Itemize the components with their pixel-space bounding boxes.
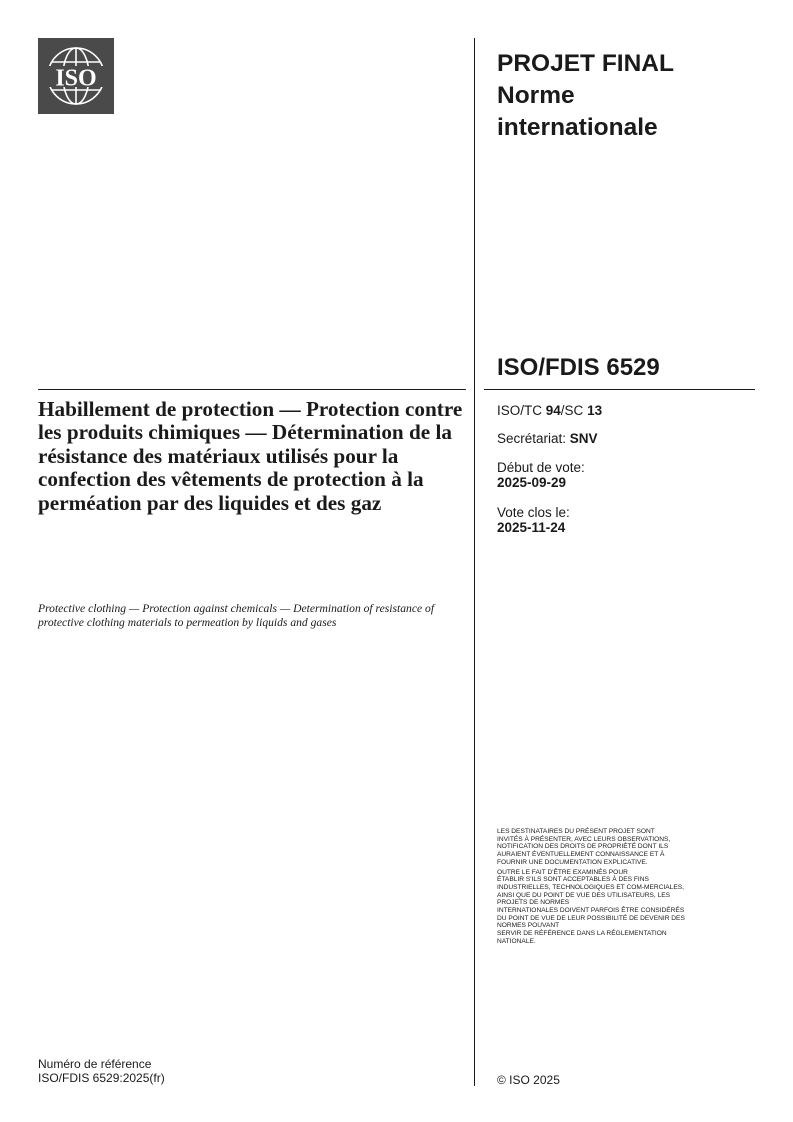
- notice-line: SERVIR DE RÉFÉRENCE DANS LA RÉGLEMENTATION: [497, 930, 667, 938]
- notice-paragraph-2: [497, 869, 759, 946]
- title-english: Protective clothing — Protection against chemicals — Determination of resistance of protective clothing materials to permeation by liquids and gases: [38, 602, 435, 629]
- sc-number: 13: [587, 403, 603, 418]
- notice-line: NORMES POUVANT: [497, 922, 560, 930]
- draft-notice: [497, 828, 759, 948]
- reference-label: Numéro de référence: [38, 1057, 152, 1071]
- globe-icon: [38, 38, 114, 114]
- notice-line: NOTIFICATION DES DROITS DE PROPRIÉTÉ DONT ILS: [497, 843, 669, 851]
- logo-text: ISO: [55, 65, 97, 92]
- tc-number: 94: [545, 403, 561, 418]
- vertical-divider: [474, 38, 475, 1086]
- left-horizontal-rule: [38, 389, 466, 390]
- reference-value: ISO/FDIS 6529:2025(fr): [38, 1070, 165, 1085]
- notice-line: OUTRE LE FAIT D'ÊTRE EXAMINÉS POUR: [497, 868, 628, 876]
- notice-line: NATIONALE.: [497, 937, 536, 945]
- reference-number: [38, 1058, 338, 1085]
- secretariat-value: SNV: [569, 431, 598, 446]
- notice-line: PROJETS DE NORMES: [497, 899, 570, 907]
- notice-line: FOURNIR UNE DOCUMENTATION EXPLICATIVE.: [497, 858, 648, 866]
- notice-line: ÉTABLIR S'ILS SONT ACCEPTABLES À DES FINS: [497, 876, 649, 884]
- iso-logo: [38, 38, 114, 114]
- vote-start-date: 2025-09-29: [497, 475, 567, 490]
- vote-end-label: Vote clos le:: [497, 505, 570, 520]
- secretariat: [497, 431, 757, 446]
- status-line-2: Norme: [497, 82, 575, 109]
- notice-line: AINSI QUE DU POINT DE VUE DES UTILISATEURS, LES: [497, 891, 671, 899]
- notice-line: DU POINT DE VUE DE LEUR POSSIBILITÉ DE DEVENIR DES: [497, 914, 685, 922]
- document-status: [497, 48, 767, 144]
- status-line-3: internationale: [497, 114, 658, 141]
- notice-line: AURAIENT ÉVENTUELLEMENT CONNAISSANCE ET À: [497, 851, 665, 859]
- notice-line: INDUSTRIELLES, TECHNOLOGIQUES ET COM-MERCIALES,: [497, 883, 684, 891]
- vote-start-label: Début de vote:: [497, 460, 585, 475]
- notice-line: INTERNATIONALES DOIVENT PARFOIS ÊTRE CONSIDÉRÉS: [497, 907, 685, 915]
- right-horizontal-rule: [484, 389, 755, 390]
- tc-prefix: ISO/TC: [497, 403, 546, 418]
- notice-paragraph-1: [497, 828, 759, 867]
- notice-line: LES DESTINATAIRES DU PRÉSENT PROJET SONT: [497, 828, 655, 835]
- secretariat-label: Secrétariat:: [497, 431, 570, 446]
- vote-start: [497, 460, 757, 490]
- copyright: © ISO 2025: [497, 1073, 560, 1087]
- notice-line: INVITÉS À PRÉSENTER, AVEC LEURS OBSERVATIONS,: [497, 835, 671, 843]
- vote-end-date: 2025-11-24: [497, 520, 566, 535]
- vote-end: [497, 505, 757, 535]
- sc-prefix: /SC: [560, 403, 588, 418]
- status-line-1: PROJET FINAL: [497, 50, 674, 77]
- committee-info: [497, 403, 757, 418]
- title-french: Habillement de protection — Protection contre les produits chimiques — Détermination de la résistance des matériaux utilisés pour la confection des vêtements de protection à la perméation par des liquides et des gaz: [38, 397, 463, 515]
- document-number: ISO/FDIS 6529: [497, 354, 660, 381]
